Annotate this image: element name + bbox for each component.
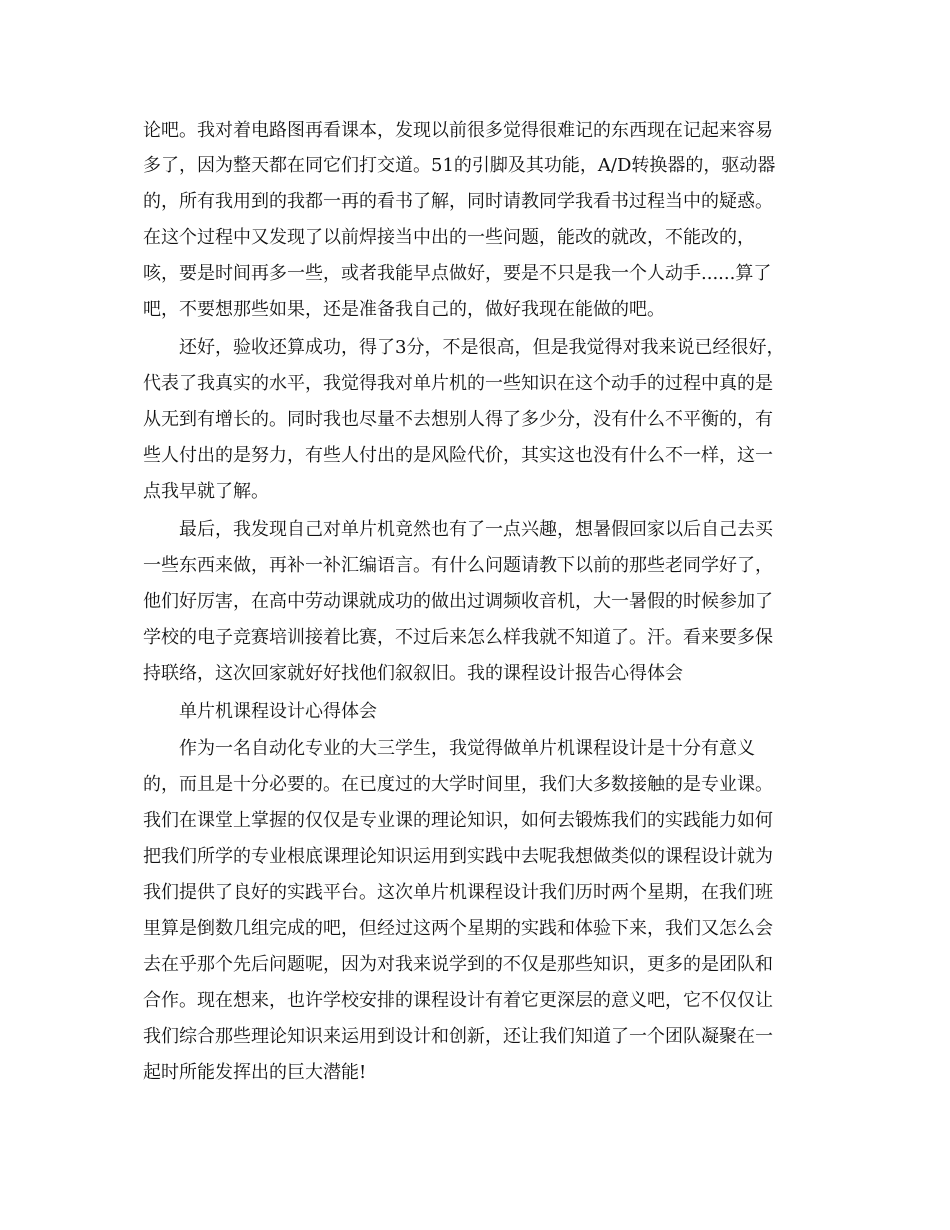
paragraph-first-line: 作为一名自动化专业的大三学生，我觉得做单片机课程设计是十分有意义 (179, 738, 755, 759)
text-line: 代表了我真实的水平，我觉得我对单片机的一些知识在这个动手的过程中真的是 (143, 373, 773, 394)
text-line: 点我早就了解。 (143, 481, 269, 502)
text-line: 多了，因为整天都在同它们打交道。51的引脚及其功能，A/D转换器的，驱动器 (143, 155, 776, 176)
text-line: 的，所有我用到的我都一再的看书了解，同时请教同学我看书过程当中的疑惑。 (143, 191, 773, 212)
text-line: 把我们所学的专业根底课理论知识运用到实践中去呢我想做类似的课程设计就为 (143, 846, 773, 867)
paragraph-first-line: 最后，我发现自己对单片机竟然也有了一点兴趣，想暑假回家以后自己去买 (179, 519, 773, 540)
text-line: 论吧。我对着电路图再看课本，发现以前很多觉得很难记的东西现在记起来容易 (143, 120, 773, 141)
text-line: 我们在课堂上掌握的仅仅是专业课的理论知识，如何去锻炼我们的实践能力如何 (143, 810, 773, 831)
text-line: 合作。现在想来，也许学校安排的课程设计有着它更深层的意义吧，它不仅仅让 (143, 990, 773, 1011)
text-line: 一些东西来做，再补一补汇编语言。有什么问题请教下以前的那些老同学好了， (143, 555, 773, 576)
section-heading: 单片机课程设计心得体会 (179, 701, 377, 722)
text-line: 在这个过程中又发现了以前焊接当中出的一些问题，能改的就改，不能改的， (143, 227, 755, 248)
text-line: 他们好厉害，在高中劳动课就成功的做出过调频收音机，大一暑假的时候参加了 (143, 591, 773, 612)
text-line: 些人付出的是努力，有些人付出的是风险代价，其实这也没有什么不一样，这一 (143, 445, 773, 466)
text-line: 从无到有增长的。同时我也尽量不去想别人得了多少分，没有什么不平衡的，有 (143, 409, 773, 430)
text-line: 持联络，这次回家就好好找他们叙叙旧。我的课程设计报告心得体会 (143, 663, 683, 684)
text-line: 学校的电子竞赛培训接着比赛，不过后来怎么样我就不知道了。汗。看来要多保 (143, 627, 773, 648)
paragraph-first-line: 还好，验收还算成功，得了3分，不是很高，但是我觉得对我来说已经很好， (179, 337, 785, 358)
text-line: 的，而且是十分必要的。在已度过的大学时间里，我们大多数接触的是专业课。 (143, 774, 773, 795)
text-line: 我们提供了良好的实践平台。这次单片机课程设计我们历时两个星期，在我们班 (143, 882, 773, 903)
text-line: 吧，不要想那些如果，还是准备我自己的，做好我现在能做的吧。 (143, 299, 665, 320)
text-line: 起时所能发挥出的巨大潜能! (143, 1062, 367, 1083)
text-line: 去在乎那个先后问题呢，因为对我来说学到的不仅是那些知识，更多的是团队和 (143, 954, 773, 975)
text-line: 我们综合那些理论知识来运用到设计和创新，还让我们知道了一个团队凝聚在一 (143, 1026, 773, 1047)
text-line: 里算是倒数几组完成的吧，但经过这两个星期的实践和体验下来，我们又怎么会 (143, 918, 773, 939)
text-line: 咳，要是时间再多一些，或者我能早点做好，要是不只是我一个人动手......算了 (143, 263, 772, 284)
